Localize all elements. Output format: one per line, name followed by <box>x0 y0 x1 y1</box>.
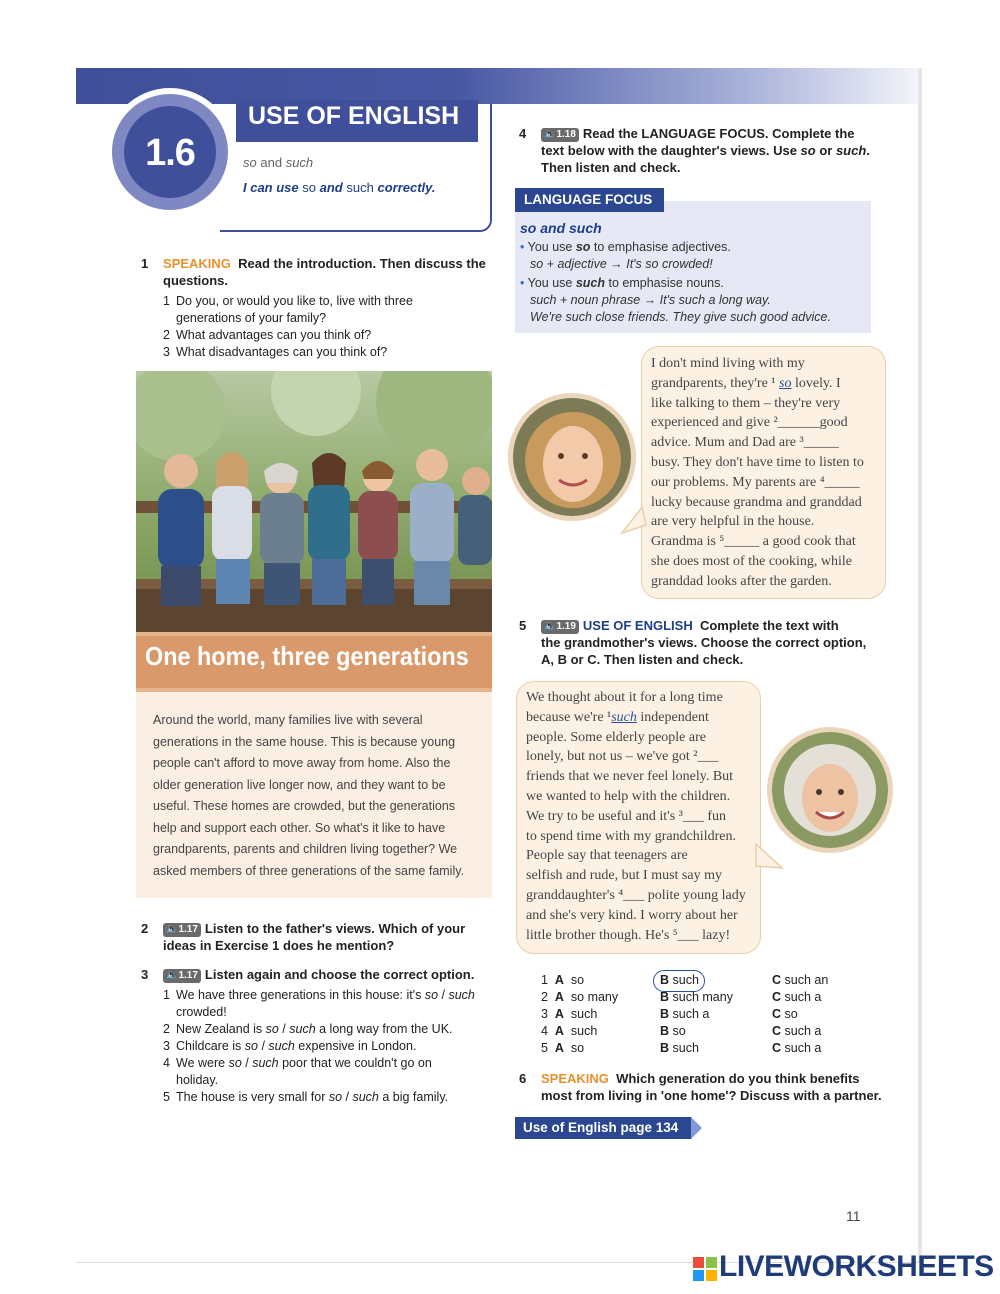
option-5-c[interactable]: C such a <box>772 1041 822 1055</box>
text-line: grandparents, they're ¹ so lovely. I <box>651 375 841 391</box>
text-line: granddad looks after the garden. <box>651 573 832 589</box>
page-number: 11 <box>846 1208 861 1224</box>
exercise-number: 1 <box>141 256 149 271</box>
option-2-b[interactable]: B such many <box>660 990 733 1004</box>
option-4-c[interactable]: C such a <box>772 1024 822 1038</box>
text-line: like talking to them – they're very <box>651 395 841 411</box>
arrow-right-icon <box>691 1117 702 1139</box>
grandmother-avatar <box>767 727 893 853</box>
option-row-2: 2 A so many <box>541 990 619 1004</box>
gap-1-answer[interactable]: so <box>779 375 792 391</box>
selected-answer-circle <box>653 970 705 992</box>
text-line: people. Some elderly people are <box>526 729 706 745</box>
option-2-c[interactable]: C such a <box>772 990 822 1004</box>
grandmother-text <box>526 688 758 945</box>
text-line: lucky because grandma and granddad <box>651 494 862 510</box>
exercise-1 <box>141 255 491 291</box>
gap-1-answer[interactable]: such <box>611 709 637 725</box>
language-focus-heading: so and such <box>520 220 602 236</box>
language-focus-example-1: so + adjective → It's so crowded! <box>530 257 713 271</box>
exercise-number: 6 <box>519 1071 527 1086</box>
text-line: are very helpful in the house. <box>651 514 815 530</box>
exercise-number: 4 <box>519 126 527 141</box>
article-line: generations in the same house. This is because young <box>153 734 456 749</box>
language-focus-rule-2: • You use such to emphasise nouns. <box>520 276 724 290</box>
text-line: we wanted to help with the children. <box>526 788 731 804</box>
article-text <box>153 710 481 882</box>
article-line: Around the world, many families live with several <box>153 713 423 727</box>
language-focus-example-2: such + noun phrase → It's such a long way. <box>530 293 771 307</box>
option-3-b[interactable]: B such a <box>660 1007 710 1021</box>
exercise-instruction: 🔈1.18 Read the LANGUAGE FOCUS. Complete the text below with the daughter's views. Use so or such. Then listen and check. <box>541 126 870 175</box>
exercise-instruction: 🔈1.17 Listen again and choose the correct option. <box>163 966 474 983</box>
option-row-4: 4 A such <box>541 1024 598 1038</box>
watermark: LIVEWORKSHEETS <box>719 1250 994 1283</box>
text-line: busy. They don't have time to listen to <box>651 454 864 470</box>
article-line: help and support each other. So what's it like to have <box>153 820 446 835</box>
language-focus-tab: LANGUAGE FOCUS <box>515 188 664 212</box>
text-line: our problems. My parents are ⁴_____ <box>651 474 860 490</box>
audio-icon[interactable]: 🔈1.18 <box>541 128 579 142</box>
article-line: older generation live longer now, and they want to be <box>153 777 446 792</box>
audio-icon[interactable]: 🔈1.17 <box>163 923 201 937</box>
exercise-instruction: 🔈1.17 Listen to the father's views. Which of your ideas in Exercise 1 does he mention? <box>163 921 466 953</box>
bubble-tail <box>620 505 650 537</box>
article-line: asked members of three generations of the same family. <box>153 863 465 878</box>
text-line: Grandma is ⁵_____ a good cook that <box>651 534 856 550</box>
text-line: because we're ¹such independent <box>526 709 709 725</box>
reference-link-label[interactable]: Use of English page 134 <box>523 1120 679 1135</box>
option-1-c[interactable]: C such an <box>772 973 829 987</box>
exercise-6 <box>519 1070 909 1106</box>
exercise-instruction: SPEAKING Which generation do you think benefits most from living in 'one home'? Discuss with a partner. <box>541 1071 882 1103</box>
family-photo-illustration <box>136 371 492 633</box>
exercise-3 <box>141 966 491 984</box>
exercise-number: 5 <box>519 618 527 633</box>
page-edge-shadow <box>918 68 922 1262</box>
text-line: friends that we never feel lonely. But <box>526 769 734 785</box>
subtopic: so and such <box>243 155 314 170</box>
option-3-c[interactable]: C so <box>772 1007 798 1021</box>
article-line: grandparents, parents and children living together? We <box>153 842 458 856</box>
daughter-text <box>651 354 883 592</box>
audio-icon[interactable]: 🔈1.19 <box>541 620 579 634</box>
exercise-4 <box>519 125 889 177</box>
text-line: lonely, but not us – we've got ²___ <box>526 749 719 765</box>
option-row-1: 1 A so <box>541 973 585 987</box>
learning-objective: I can use so and such correctly. <box>243 180 436 195</box>
exercise-instruction: SPEAKING Read the introduction. Then discuss the questions. <box>163 256 486 288</box>
text-line: We try to be useful and it's ³___ fun <box>526 808 726 824</box>
option-row-3: 3 A such <box>541 1007 598 1021</box>
text-line: I don't mind living with my <box>651 356 805 371</box>
exercise-5 <box>519 617 889 669</box>
section-title: USE OF ENGLISH <box>248 102 460 130</box>
daughter-avatar <box>508 393 636 521</box>
liveworksheets-logo-icon <box>693 1257 717 1281</box>
text-line: selfish and rude, but I must say my <box>526 868 722 884</box>
text-line: granddaughter's ⁴___ polite young lady <box>526 887 746 903</box>
unit-number: 1.6 <box>145 132 195 174</box>
audio-icon[interactable]: 🔈1.17 <box>163 969 201 983</box>
exercise-2 <box>141 920 491 956</box>
exercise-instruction: 🔈1.19 USE OF ENGLISH Complete the text with the grandmother's views. Choose the correct option, A, B or C. Then listen and check. <box>541 618 867 667</box>
grandmother-portrait <box>772 732 888 848</box>
text-line: advice. Mum and Dad are ³_____ <box>651 435 839 451</box>
text-line: to spend time with my grandchildren. <box>526 828 736 844</box>
text-line: We thought about it for a long time <box>526 690 723 705</box>
exercise-number: 3 <box>141 967 149 982</box>
exercise-number: 2 <box>141 921 149 936</box>
text-line: she does most of the cooking, while <box>651 553 853 569</box>
article-line: useful. These homes are crowded, but the generations <box>153 799 456 813</box>
article-title: One home, three generations <box>145 641 469 671</box>
option-1-b[interactable]: B such <box>660 973 699 987</box>
text-line: little brother though. He's ⁵___ lazy! <box>526 927 731 943</box>
text-line: and she's very kind. I worry about her <box>526 907 738 923</box>
text-line: People say that teenagers are <box>526 848 688 864</box>
language-focus-rule-1: • You use so to emphasise adjectives. <box>520 240 731 254</box>
daughter-portrait <box>513 398 631 516</box>
article-line: people can't afford to move away from home. Also the <box>153 756 451 770</box>
option-4-b[interactable]: B so <box>660 1024 686 1038</box>
option-row-5: 5 A so <box>541 1041 585 1055</box>
language-focus-example-3: We're such close friends. They give such good advice. <box>530 310 831 324</box>
option-5-b[interactable]: B such <box>660 1041 699 1055</box>
text-line: experienced and give ²______good <box>651 415 848 431</box>
family-photo <box>136 371 492 633</box>
